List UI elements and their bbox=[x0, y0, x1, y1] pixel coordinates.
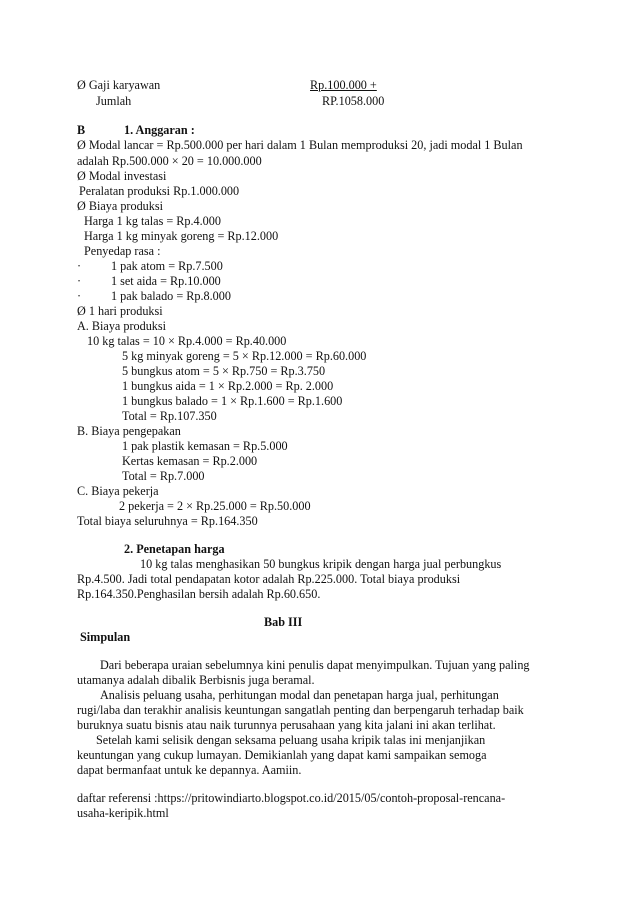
reference-line-1: daftar referensi :https://pritowindiarto.blogspot.co.id/2015/05/contoh-proposal-rencana- bbox=[77, 791, 506, 805]
bab-heading: Bab III bbox=[264, 615, 303, 629]
paragraph-2-line-2: rugi/laba dan terakhir analisis keuntungan sangatlah penting dan berpengaruh terhadap baik bbox=[77, 703, 524, 717]
atom-line: 1 pak atom = Rp.7.500 bbox=[111, 259, 223, 273]
gaji-amount: Rp.100.000 + bbox=[310, 78, 377, 92]
b-plastik-line: 1 pak plastik kemasan = Rp.5.000 bbox=[122, 439, 288, 453]
total-biaya-line: Total biaya seluruhnya = Rp.164.350 bbox=[77, 514, 258, 528]
paragraph-1-line-2: utamanya adalah dibalik Berbisnis juga beramal. bbox=[77, 673, 315, 687]
hari-produksi-heading: Ø 1 hari produksi bbox=[77, 304, 163, 318]
a-balado-line: 1 bungkus balado = 1 × Rp.1.600 = Rp.1.600 bbox=[122, 394, 343, 408]
a-talas-line: 10 kg talas = 10 × Rp.4.000 = Rp.40.000 bbox=[87, 334, 287, 348]
jumlah-label: Jumlah bbox=[96, 94, 132, 108]
penyedap-line: Penyedap rasa : bbox=[84, 244, 161, 258]
a-atom-line: 5 bungkus atom = 5 × Rp.750 = Rp.3.750 bbox=[122, 364, 326, 378]
a-minyak-line: 5 kg minyak goreng = 5 × Rp.12.000 = Rp.60.000 bbox=[122, 349, 367, 363]
biaya-produksi-heading: Ø Biaya produksi bbox=[77, 199, 163, 213]
b-total-line: Total = Rp.7.000 bbox=[122, 469, 205, 483]
simpulan-heading: Simpulan bbox=[80, 630, 131, 644]
harga-talas-line: Harga 1 kg talas = Rp.4.000 bbox=[84, 214, 221, 228]
c-pekerja-heading: C. Biaya pekerja bbox=[77, 484, 159, 498]
section-b-label: B bbox=[77, 123, 86, 137]
b-pengepakan-heading: B. Biaya pengepakan bbox=[77, 424, 181, 438]
harga-line-1: 10 kg talas menghasikan 50 bungkus kripik dengan harga jual perbungkus bbox=[140, 557, 502, 571]
peralatan-line: Peralatan produksi Rp.1.000.000 bbox=[79, 184, 240, 198]
harga-minyak-line: Harga 1 kg minyak goreng = Rp.12.000 bbox=[84, 229, 279, 243]
modal-lancar-line-2: adalah Rp.500.000 × 20 = 10.000.000 bbox=[77, 154, 262, 168]
paragraph-2-line-1: Analisis peluang usaha, perhitungan modal dan penetapan harga jual, perhitungan bbox=[100, 688, 499, 702]
paragraph-3-line-1: Setelah kami selisik dengan seksama peluang usaha kripik talas ini menjanjikan bbox=[96, 733, 486, 747]
bullet-balado: · bbox=[77, 289, 82, 303]
harga-line-3: Rp.164.350.Penghasilan bersih adalah Rp.60.650. bbox=[77, 587, 321, 601]
a-total-line: Total = Rp.107.350 bbox=[122, 409, 217, 423]
a-biaya-produksi-heading: A. Biaya produksi bbox=[77, 319, 167, 333]
c-detail-line: 2 pekerja = 2 × Rp.25.000 = Rp.50.000 bbox=[119, 499, 311, 513]
reference-line-2: usaha-keripik.html bbox=[77, 806, 169, 820]
b-kertas-line: Kertas kemasan = Rp.2.000 bbox=[122, 454, 258, 468]
modal-lancar-line: Ø Modal lancar = Rp.500.000 per hari dalam 1 Bulan memproduksi 20, jadi modal 1 Bulan bbox=[77, 138, 523, 152]
jumlah-amount: RP.1058.000 bbox=[322, 94, 385, 108]
modal-investasi-line: Ø Modal investasi bbox=[77, 169, 167, 183]
gaji-line: Ø Gaji karyawan bbox=[77, 78, 161, 92]
paragraph-3-line-2: keuntungan yang cukup lumayan. Demikianlah yang dapat kami sampaikan semoga bbox=[77, 748, 487, 762]
a-aida-line: 1 bungkus aida = 1 × Rp.2.000 = Rp. 2.000 bbox=[122, 379, 334, 393]
penetapan-heading: 2. Penetapan harga bbox=[124, 542, 225, 556]
paragraph-3-line-3: dapat bermanfaat untuk ke depannya. Aamiin. bbox=[77, 763, 302, 777]
anggaran-heading: 1. Anggaran : bbox=[124, 123, 195, 137]
paragraph-2-line-3: buruknya suatu bisnis atau naik turunnya perusahaan yang kita jalani ini akan terlihat. bbox=[77, 718, 496, 732]
bullet-atom: · bbox=[77, 259, 82, 273]
harga-line-2: Rp.4.500. Jadi total pendapatan kotor adalah Rp.225.000. Total biaya produksi bbox=[77, 572, 461, 586]
balado-line: 1 pak balado = Rp.8.000 bbox=[111, 289, 231, 303]
aida-line: 1 set aida = Rp.10.000 bbox=[111, 274, 221, 288]
paragraph-1-line-1: Dari beberapa uraian sebelumnya kini penulis dapat menyimpulkan. Tujuan yang paling bbox=[100, 658, 530, 672]
bullet-aida: · bbox=[77, 274, 82, 288]
